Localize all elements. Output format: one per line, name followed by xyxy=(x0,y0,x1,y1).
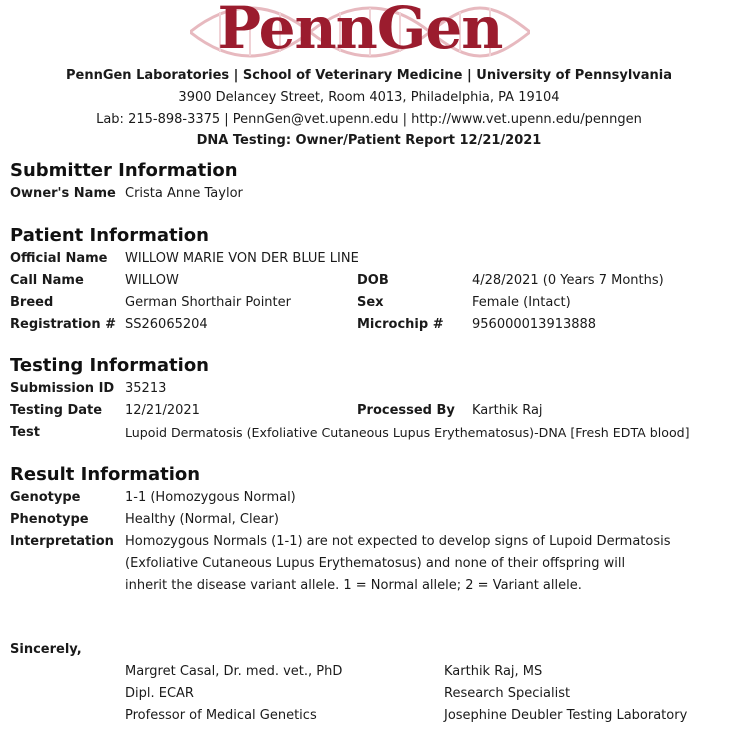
sex-label: Sex xyxy=(357,295,384,310)
microchip-label: Microchip # xyxy=(357,317,444,332)
submission-id-value: 35213 xyxy=(125,381,167,396)
phenotype-value: Healthy (Normal, Clear) xyxy=(125,512,279,527)
call-name-label: Call Name xyxy=(10,273,84,288)
testing-heading: Testing Information xyxy=(10,355,209,376)
report-title: DNA Testing: Owner/Patient Report 12/21/2021 xyxy=(196,133,542,148)
patient-heading: Patient Information xyxy=(10,225,209,246)
processed-by-label: Processed By xyxy=(357,403,455,418)
interpretation-line: (Exfoliative Cutaneous Lupus Erythematosus) and none of their offspring will xyxy=(125,556,626,571)
interpretation-label: Interpretation xyxy=(10,534,114,549)
testing-date-value: 12/21/2021 xyxy=(125,403,200,418)
lab-affiliation: PennGen Laboratories | School of Veterinary Medicine | University of Pennsylvania xyxy=(65,68,673,83)
genotype-value: 1-1 (Homozygous Normal) xyxy=(125,490,296,505)
genotype-label: Genotype xyxy=(10,490,81,505)
breed-label: Breed xyxy=(10,295,54,310)
submission-id-label: Submission ID xyxy=(10,381,115,396)
closing-salutation: Sincerely, xyxy=(10,642,82,657)
signer2-name: Karthik Raj, MS xyxy=(444,664,543,679)
signer2-title: Research Specialist xyxy=(444,686,571,701)
signer2-lab: Josephine Deubler Testing Laboratory xyxy=(444,708,688,723)
signer1-name: Margret Casal, Dr. med. vet., PhD xyxy=(125,664,343,679)
dob-value: 4/28/2021 (0 Years 7 Months) xyxy=(472,273,664,288)
testing-date-label: Testing Date xyxy=(10,403,103,418)
processed-by-value: Karthik Raj xyxy=(472,403,543,418)
signer1-title: Professor of Medical Genetics xyxy=(125,708,317,723)
test-value: Lupoid Dermatosis (Exfoliative Cutaneous Lupus Erythematosus)-DNA [Fresh EDTA blood] xyxy=(125,425,690,440)
official-name-value: WILLOW MARIE VON DER BLUE LINE xyxy=(125,251,359,266)
microchip-value: 956000013913888 xyxy=(472,317,597,332)
owner-value: Crista Anne Taylor xyxy=(125,186,243,201)
owner-label: Owner's Name xyxy=(10,186,116,201)
breed-value: German Shorthair Pointer xyxy=(125,295,291,310)
call-name-value: WILLOW xyxy=(125,273,179,288)
interpretation-line: Homozygous Normals (1-1) are not expected to develop signs of Lupoid Dermatosis xyxy=(125,534,671,549)
interpretation-line: inherit the disease variant allele. 1 = Normal allele; 2 = Variant allele. xyxy=(125,578,582,593)
lab-address: 3900 Delancey Street, Room 4013, Philadelphia, PA 19104 xyxy=(178,90,560,105)
lab-contact: Lab: 215-898-3375 | PennGen@vet.upenn.edu | http://www.vet.upenn.edu/penngen xyxy=(96,112,642,127)
submitter-heading: Submitter Information xyxy=(10,160,238,181)
registration-value: SS26065204 xyxy=(125,317,208,332)
official-name-label: Official Name xyxy=(10,251,108,266)
dob-label: DOB xyxy=(357,273,389,288)
signer1-credential: Dipl. ECAR xyxy=(125,686,194,701)
registration-label: Registration # xyxy=(10,317,116,332)
penngen-logo xyxy=(190,0,530,64)
sex-value: Female (Intact) xyxy=(472,295,571,310)
logo-text: PennGen xyxy=(217,0,503,62)
result-heading: Result Information xyxy=(10,464,201,485)
phenotype-label: Phenotype xyxy=(10,512,89,527)
test-label: Test xyxy=(10,425,40,440)
